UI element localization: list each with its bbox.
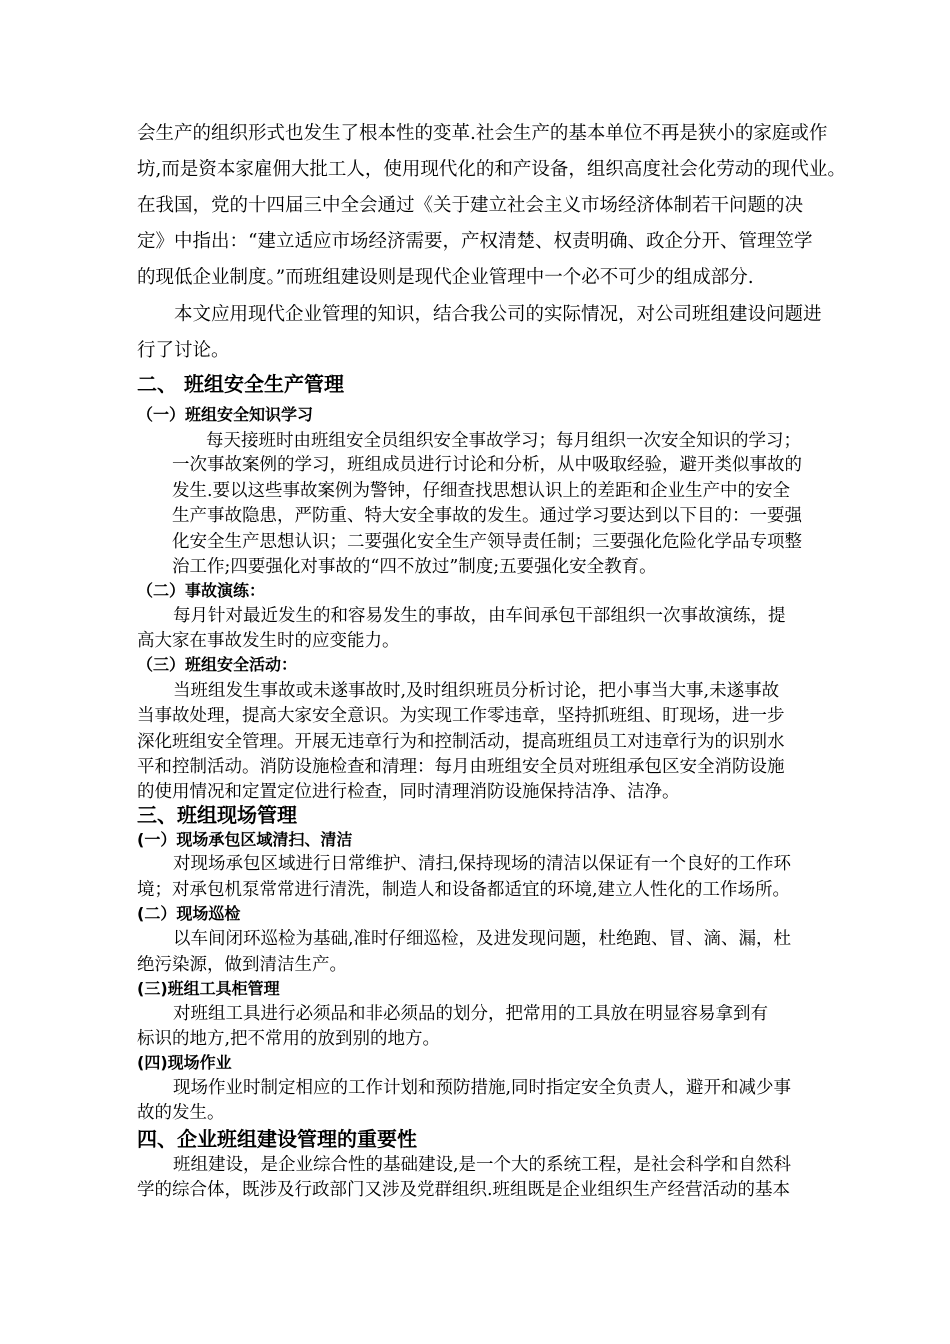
subsection-heading: (二）现场巡检 [137, 904, 241, 923]
body-line: 发生.要以这些事故案例为警钟，仔细查找思想认识上的差距和企业生产中的安全 [172, 481, 791, 501]
intro-line: 会生产的组织形式也发生了根本性的变革.社会生产的基本单位不再是狭小的家庭或作 [137, 123, 828, 144]
body-line: 当事故处理，提高大家安全意识。为实现工作零违章，坚持抓班组、盯现场，进一步 [137, 706, 785, 726]
subsection-heading: (一）现场承包区域清扫、清洁 [137, 830, 353, 849]
subsection-heading: (三)班组工具柜管理 [137, 979, 280, 998]
body-line: 深化班组安全管理。开展无违章行为和控制活动，提高班组员工对违章行为的识别水 [137, 732, 785, 752]
body-line: 治工作;四要强化对事故的“四不放过”制度;五要强化安全教育。 [172, 557, 657, 577]
body-line: 绝污染源，做到清洁生产。 [137, 955, 347, 975]
body-line: 每月针对最近发生的和容易发生的事故，由车间承包干部组织一次事故演练，提 [173, 606, 786, 626]
body-line: 每天接班时由班组安全员组织安全事故学习；每月组织一次安全知识的学习； [206, 431, 801, 451]
body-line: 以车间闭环巡检为基础,准时仔细巡检，及进发现问题，杜绝跑、冒、滴、漏，杜 [173, 929, 792, 949]
intro-line: 本文应用现代企业管理的知识，结合我公司的实际情况，对公司班组建设问题进 [174, 304, 822, 325]
section-heading: 四、企业班组建设管理的重要性 [137, 1127, 417, 1151]
intro-line: 在我国，党的十四届三中全会通过《关于建立社会主义市场经济体制若干问题的决 [137, 195, 804, 216]
subsection-heading: (四)现场作业 [137, 1053, 232, 1072]
body-line: 境；对承包机泵常常进行清洗，制造人和设备都适宜的环境,建立人性化的工作场所。 [137, 880, 791, 900]
intro-line: 的现低企业制度。”而班组建设则是现代企业管理中一个必不可少的组成部分. [137, 267, 754, 288]
body-line: 故的发生。 [137, 1103, 225, 1123]
intro-line: 定》中指出：“建立适应市场经济需要，产权清楚、权责明确、政企分开、管理笠学 [137, 231, 813, 252]
body-line: 标识的地方,把不常用的放到别的地方。 [137, 1029, 441, 1049]
body-line: 当班组发生事故或未遂事故时,及时组织班员分析讨论，把小事当大事,未遂事故 [173, 681, 780, 701]
section-heading: 二、 班组安全生产管理 [137, 372, 344, 396]
body-line: 现场作业时制定相应的工作计划和预防措施,同时指定安全负责人，避开和减少事 [173, 1078, 792, 1098]
body-line: 对班组工具进行必须品和非必须品的划分，把常用的工具放在明显容易拿到有 [173, 1004, 768, 1024]
body-line: 班组建设，是企业综合性的基础建设,是一个大的系统工程，是社会科学和自然科 [173, 1155, 792, 1175]
section-heading: 三、班组现场管理 [137, 803, 297, 827]
body-line: 的使用情况和定置定位进行检查，同时清理消防设施保持洁净、洁净。 [137, 782, 680, 802]
body-line: 对现场承包区域进行日常维护、清扫,保持现场的清洁以保证有一个良好的工作环 [173, 854, 792, 874]
body-line: 化安全生产思想认识；二要强化安全生产领导责任制；三要强化危险化学品专项整 [172, 532, 802, 552]
subsection-heading: （三）班组安全活动： [137, 655, 298, 674]
subsection-heading: （一）班组安全知识学习 [137, 405, 314, 424]
body-line: 生产事故隐患，严防重、特大安全事故的发生。通过学习要达到以下目的：一要强 [172, 506, 802, 526]
body-line: 高大家在事故发生时的应变能力。 [137, 631, 400, 651]
intro-line: 行了讨论。 [137, 340, 230, 361]
body-line: 平和控制活动。消防设施检查和清理：每月由班组安全员对班组承包区安全消防设施 [137, 757, 785, 777]
subsection-heading: （二）事故演练： [137, 581, 266, 600]
intro-line: 坊,而是资本家雇佣大批工人，使用现代化的和产设备，组织高度社会化劳动的现代业。 [137, 159, 846, 180]
body-line: 学的综合体，既涉及行政部门又涉及党群组织.班组既是企业组织生产经营活动的基本 [137, 1180, 791, 1200]
body-line: 一次事故案例的学习，班组成员进行讨论和分析，从中吸取经验，避开类似事故的 [172, 455, 802, 475]
